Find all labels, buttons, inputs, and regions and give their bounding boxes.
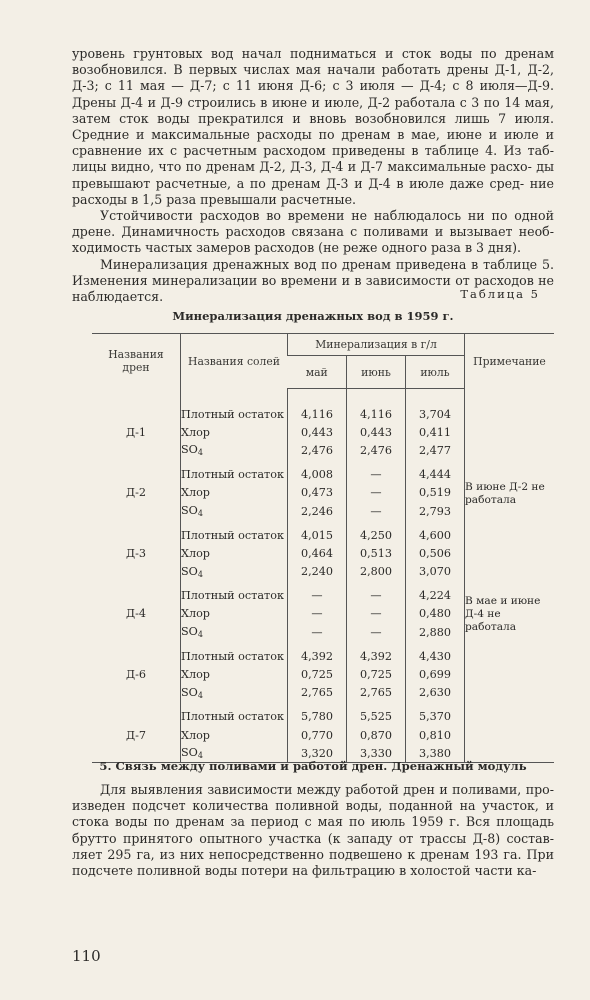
value-cell: 0,770: [288, 726, 347, 744]
text-line: дрене. Динамичность расходов связана с поливами и вызывает необ-: [72, 224, 554, 240]
drain-name: [92, 520, 181, 544]
value-cell: 3,380: [406, 744, 465, 763]
salt-name: [181, 684, 288, 702]
value-cell: 0,725: [347, 665, 406, 683]
value-cell: 4,430: [406, 641, 465, 665]
value-cell: 2,476: [347, 441, 406, 459]
body-text-top: [72, 46, 554, 305]
value-cell: —: [347, 623, 406, 641]
value-cell: 3,704: [406, 399, 465, 423]
value-cell: 0,519: [406, 484, 465, 502]
drain-name: Д-2: [126, 486, 146, 500]
body-text-bottom: [72, 782, 554, 879]
drain-name: Д-6: [126, 668, 146, 682]
value-cell: 2,793: [406, 502, 465, 520]
drain-name: [92, 441, 181, 459]
table-row: [92, 520, 554, 544]
salt-label: Хлор: [181, 607, 210, 621]
salt-label: SO: [181, 564, 198, 578]
salt-name: [181, 423, 288, 441]
value-cell: 2,246: [288, 502, 347, 520]
page-number: 110: [72, 947, 101, 965]
value-cell: 0,870: [347, 726, 406, 744]
value-cell: 0,480: [406, 605, 465, 623]
value-cell: 4,015: [288, 520, 347, 544]
value-cell: 0,443: [288, 423, 347, 441]
table-row: [92, 399, 554, 423]
text-line: уровень грунтовых вод начал подниматься и сток воды по дренам: [72, 46, 554, 61]
salt-label: Плотный остаток: [181, 407, 284, 421]
value-cell: 4,008: [288, 460, 347, 484]
table-label: Таблица 5: [460, 287, 540, 301]
salt-name: [181, 441, 288, 459]
value-cell: 0,411: [406, 423, 465, 441]
salt-name: [181, 484, 288, 502]
text-line: мая, затем сток воды прекратился и вновь возобновился лишь 7 июля.: [72, 94, 554, 126]
value-cell: 4,250: [347, 520, 406, 544]
drain-name: Д-1: [126, 425, 146, 439]
salt-name: [181, 520, 288, 544]
value-cell: 0,473: [288, 484, 347, 502]
header-month-july: июль: [406, 356, 465, 389]
salt-subscript: 4: [197, 630, 203, 640]
text-line: сравнение их с расчетным расходом приведены в таблице 4. Из таб-: [72, 143, 554, 159]
salt-label: Плотный остаток: [181, 589, 284, 603]
salt-name: [181, 623, 288, 641]
value-cell: —: [347, 502, 406, 520]
text-line: Изменения минерализации во времени и в зависимости от расходов не: [72, 272, 554, 288]
salt-name: [181, 544, 288, 562]
salt-name: [181, 460, 288, 484]
table-row: [92, 641, 554, 665]
drain-name: [92, 460, 181, 484]
salt-label: SO: [181, 443, 198, 457]
paragraph: [72, 208, 554, 257]
value-cell: —: [347, 581, 406, 605]
paragraph: [72, 46, 554, 208]
value-cell: 0,464: [288, 544, 347, 562]
text-line: подсчете поливной воды потери на фильтрацию в холостой части ка-: [72, 863, 537, 879]
value-cell: 0,810: [406, 726, 465, 744]
table-row: [92, 702, 554, 726]
value-cell: 2,765: [288, 684, 347, 702]
value-cell: 4,392: [288, 641, 347, 665]
header-note: Примечание: [465, 334, 555, 389]
value-cell: 2,765: [347, 684, 406, 702]
drain-name: [92, 641, 181, 665]
text-line: Минерализация дренажных вод по дренам приведена в таблице 5.: [100, 256, 554, 272]
value-cell: 4,444: [406, 460, 465, 484]
value-cell: 2,800: [347, 563, 406, 581]
drain-name: [92, 399, 181, 423]
value-cell: 4,600: [406, 520, 465, 544]
drain-name: Д-7: [126, 728, 146, 742]
note-cell: [465, 702, 555, 763]
text-line: ние расходы в 1,5 раза превышали расчетные.: [72, 175, 554, 207]
drain-name: [92, 581, 181, 605]
salt-name: [181, 399, 288, 423]
drain-name: Д-4: [126, 607, 146, 621]
value-cell: —: [288, 605, 347, 623]
salt-subscript: 4: [197, 690, 203, 700]
salt-label: Плотный остаток: [181, 528, 284, 542]
text-line: ляет 295 га, из них непосредственно подвешено к дренам 193 га. При: [72, 846, 554, 862]
value-cell: 4,392: [347, 641, 406, 665]
value-cell: 5,525: [347, 702, 406, 726]
salt-name: [181, 581, 288, 605]
drain-name: Д-3: [126, 546, 146, 560]
salt-label: Хлор: [181, 546, 210, 560]
salt-label: Хлор: [181, 425, 210, 439]
text-line: наблюдается.: [72, 289, 164, 305]
salt-label: Хлор: [181, 486, 210, 500]
salt-subscript: 4: [197, 751, 203, 761]
text-line: брутто принятого опытного участка (к западу от трассы Д-8) состав-: [72, 830, 554, 846]
table-row: [92, 460, 554, 484]
value-cell: 5,370: [406, 702, 465, 726]
value-cell: —: [347, 605, 406, 623]
mineralization-table: [92, 333, 554, 763]
text-line: изведен подсчет количества поливной воды, поданной на участок, и: [72, 798, 554, 814]
note-cell: [465, 520, 555, 581]
salt-name: [181, 502, 288, 520]
salt-subscript: 4: [197, 509, 203, 519]
value-cell: 2,477: [406, 441, 465, 459]
salt-name: [181, 665, 288, 683]
text-line: ходимость частых замеров расходов (не реже одного раза в 3 дня).: [72, 240, 522, 256]
text-line: стока воды по дренам за период с мая по июль 1959 г. Вся площадь: [72, 814, 554, 830]
drain-name: [92, 702, 181, 726]
text-line: лицы видно, что по дренам Д-2, Д-3, Д-4 и Д-7 максимальные расхо-: [72, 159, 532, 175]
value-cell: 0,725: [288, 665, 347, 683]
salt-name: [181, 641, 288, 665]
salt-label: SO: [181, 685, 198, 699]
salt-label: Хлор: [181, 668, 210, 682]
value-cell: —: [288, 623, 347, 641]
table-title: Минерализация дренажных вод в 1959 г.: [172, 309, 454, 323]
salt-name: [181, 702, 288, 726]
header-month-june: июнь: [347, 356, 406, 389]
salt-label: SO: [181, 625, 198, 639]
value-cell: 2,240: [288, 563, 347, 581]
value-cell: 3,320: [288, 744, 347, 763]
value-cell: 2,630: [406, 684, 465, 702]
value-cell: —: [347, 484, 406, 502]
text-line: Д-3; с 11 мая — Д-7; с 11 июня Д-6; с 3 июля — Д-4; с 8 июля—Д-9.: [72, 78, 554, 94]
note-cell: [465, 641, 555, 702]
header-salt: Названия солей: [181, 334, 288, 389]
salt-subscript: 4: [197, 448, 203, 458]
note-cell: [465, 399, 555, 460]
text-line: ды превышают расчетные, а по дренам Д-3 и Д-4 в июле даже сред-: [72, 159, 554, 191]
value-cell: 0,513: [347, 544, 406, 562]
value-cell: —: [288, 581, 347, 605]
salt-label: Хлор: [181, 728, 210, 742]
value-cell: 3,070: [406, 563, 465, 581]
value-cell: 4,116: [347, 399, 406, 423]
drain-name: [92, 623, 181, 641]
note-cell: В мае и июне Д-4 не работала: [465, 581, 555, 642]
salt-name: [181, 605, 288, 623]
salt-name: [181, 563, 288, 581]
text-line: возобновился. В первых числах мая начали работать дрены Д-1, Д-2,: [72, 62, 554, 78]
header-drain: Названия дрен: [108, 348, 164, 375]
value-cell: 0,506: [406, 544, 465, 562]
text-line: Дрены Д-4 и Д-9 строились в июне и июле, Д-2 работала с 3 по 14: [72, 94, 521, 110]
header-mineralization: Минерализация в г/л: [288, 334, 465, 356]
text-line: Для выявления зависимости между работой дрен и поливами, про-: [100, 782, 554, 797]
value-cell: 4,224: [406, 581, 465, 605]
salt-label: SO: [181, 746, 198, 760]
value-cell: 4,116: [288, 399, 347, 423]
value-cell: 0,699: [406, 665, 465, 683]
text-line: Устойчивости расходов во времени не наблюдалось ни по одной: [100, 208, 554, 224]
text-line: Средние и максимальные расходы по дренам в мае, июне и июле и: [72, 127, 554, 143]
salt-label: Плотный остаток: [181, 649, 284, 663]
drain-name: [92, 684, 181, 702]
note-cell: В июне Д-2 не работала: [465, 460, 555, 521]
value-cell: 5,780: [288, 702, 347, 726]
salt-subscript: 4: [197, 569, 203, 579]
value-cell: 2,476: [288, 441, 347, 459]
header-month-may: май: [288, 356, 347, 389]
salt-name: [181, 726, 288, 744]
salt-label: SO: [181, 504, 198, 518]
drain-name: [92, 502, 181, 520]
drain-name: [92, 563, 181, 581]
salt-label: Плотный остаток: [181, 710, 284, 724]
value-cell: 3,330: [347, 744, 406, 763]
table-row: [92, 581, 554, 605]
value-cell: 0,443: [347, 423, 406, 441]
value-cell: —: [347, 460, 406, 484]
paragraph: [72, 782, 554, 879]
salt-label: Плотный остаток: [181, 468, 284, 482]
section-title: 5. Связь между поливами и работой дрен. Дренажный модуль: [99, 759, 527, 773]
value-cell: 2,880: [406, 623, 465, 641]
